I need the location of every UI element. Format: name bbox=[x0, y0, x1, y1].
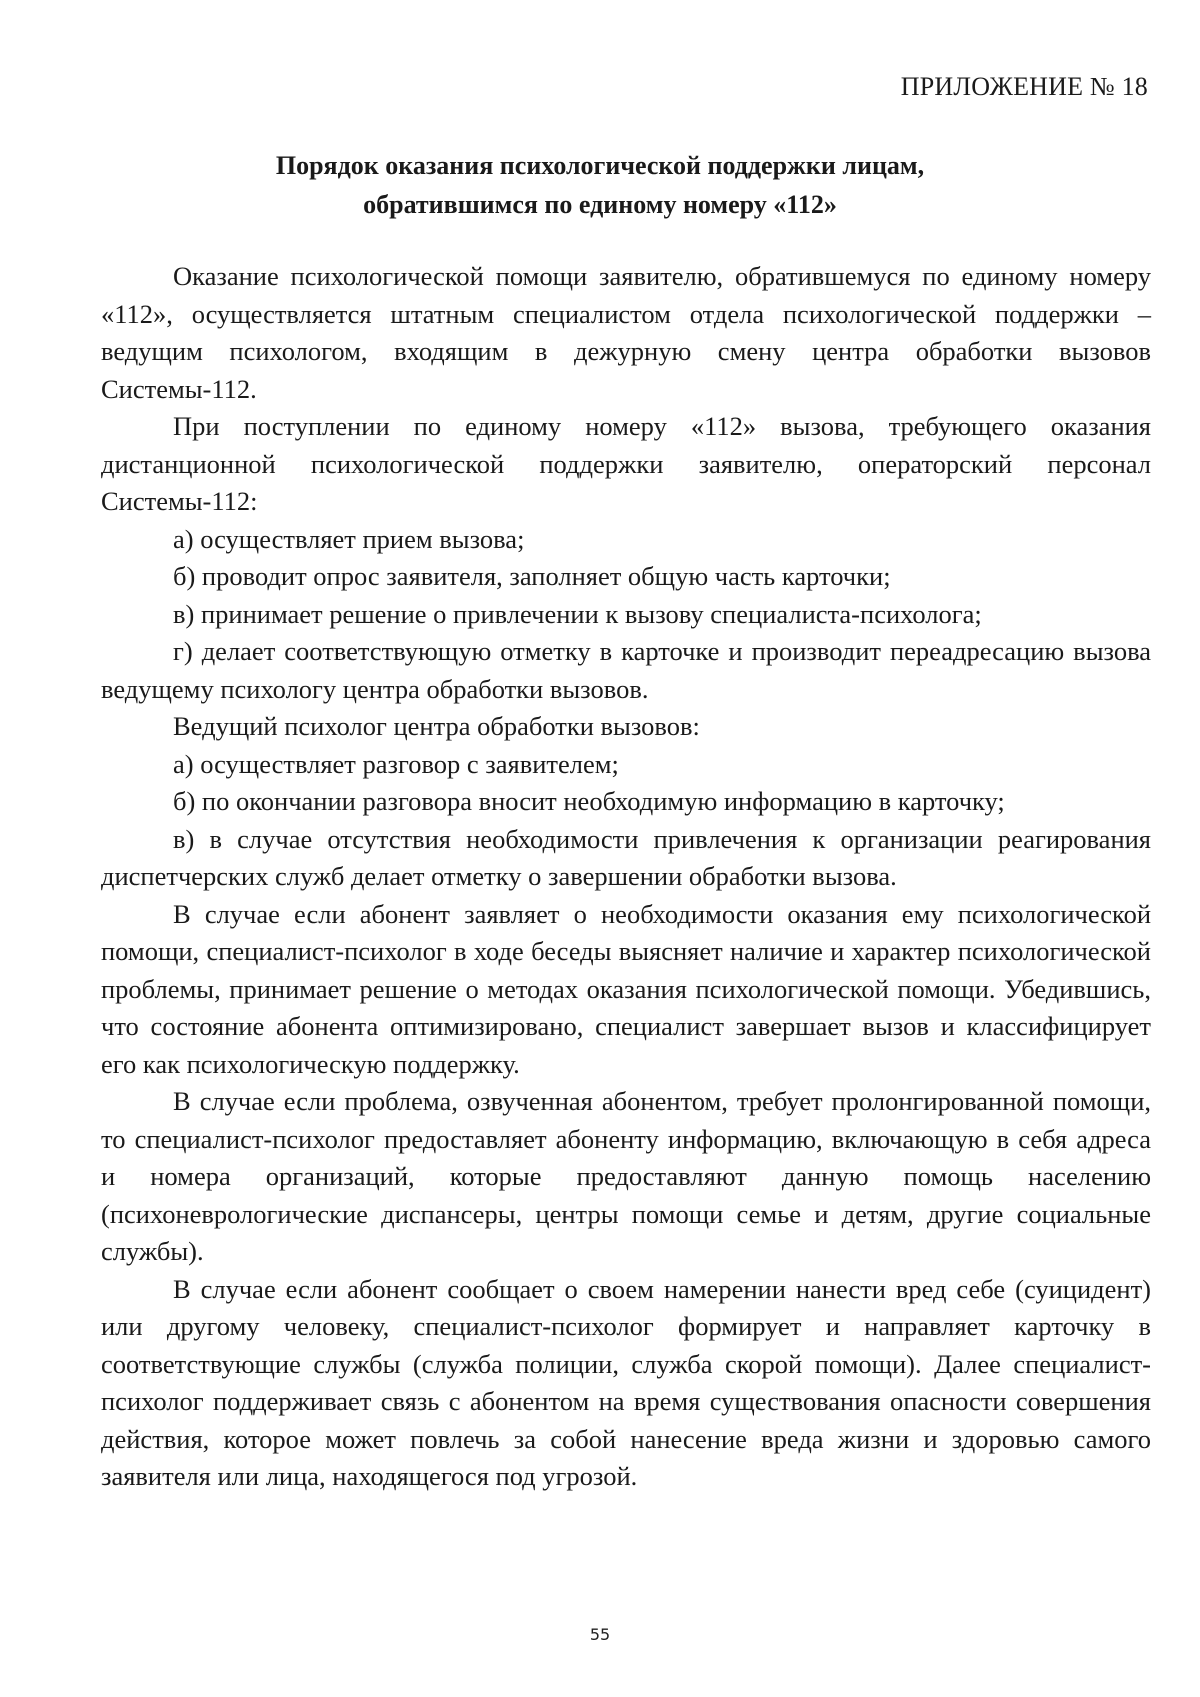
paragraph-psychologist: Ведущий психолог центра обработки вызовов: bbox=[173, 711, 700, 741]
paragraph-prolonged-help: В случае если проблема, озвученная абонентом, требует пролонгированной помощи, то специалист-психолог предоставляет абоненту информацию, включающую в себя адреса и номера организаций, которые предоставляют данную помощь населению (психоневрологические диспансеры, центры помощи семье и детям, другие социальные службы). bbox=[101, 1086, 1151, 1266]
document-body bbox=[101, 258, 1151, 1496]
page-number: 55 bbox=[589, 1625, 611, 1644]
list-item-psychologist-b: б) по окончании разговора вносит необходимую информацию в карточку; bbox=[173, 786, 1005, 816]
list-item-operator-c: в) принимает решение о привлечении к вызову специалиста-психолога; bbox=[173, 598, 982, 629]
paragraph-psych-help: В случае если абонент заявляет о необходимости оказания ему психологической помощи, специалист-психолог в ходе беседы выясняет наличие и характер психологической проблемы, принимает решение о методах оказания психологической помощи. Убедившись, что состояние абонента оптимизировано, специалист завершает вызов и классифицирует его как психологическую поддержку. bbox=[101, 898, 1151, 1079]
list-item-psychologist-c: в) в случае отсутствия необходимости привлечения к организации реагирования диспетчерских служб делает отметку о завершении обработки вызова. bbox=[101, 823, 1151, 891]
paragraph-suicide-risk: В случае если абонент сообщает о своем намерении нанести вред себе (суицидент) или другому человеку, специалист-психолог формирует и направляет карточку в соответствующие службы (служба полиции, служба скорой помощи). Далее специалист-психолог поддерживает связь с абонентом на время существования опасности совершения действия, которое может повлечь за собой нанесение вреда жизни и здоровью самого заявителя или лица, находящегося под угрозой. bbox=[101, 1273, 1151, 1491]
list-item-operator-a: а) осуществляет прием вызова; bbox=[173, 523, 525, 554]
list-item-operator-b: б) проводит опрос заявителя, заполняет общую часть карточки; bbox=[173, 561, 891, 591]
appendix-label: ПРИЛОЖЕНИЕ № 18 bbox=[900, 72, 1148, 101]
title-line-1: Порядок оказания психологической поддержки лицам, bbox=[275, 151, 925, 180]
paragraph-intro: Оказание психологической помощи заявителю, обратившемуся по единому номеру «112», осуществляется штатным специалистом отдела психологической поддержки – ведущим психологом, входящим в дежурную смену центра обработки вызовов Системы-112. bbox=[101, 261, 1151, 404]
document-title bbox=[100, 146, 1100, 224]
list-item-psychologist-a: а) осуществляет разговор с заявителем; bbox=[173, 748, 619, 779]
paragraph-operator: При поступлении по единому номеру «112» вызова, требующего оказания дистанционной психологической поддержки заявителю, операторский персонал Системы-112: bbox=[101, 411, 1151, 516]
title-line-2: обратившимся по единому номеру «112» bbox=[363, 190, 837, 219]
list-item-operator-d: г) делает соответствующую отметку в карточке и производит переадресацию вызова ведущему психологу центра обработки вызовов. bbox=[101, 636, 1151, 704]
